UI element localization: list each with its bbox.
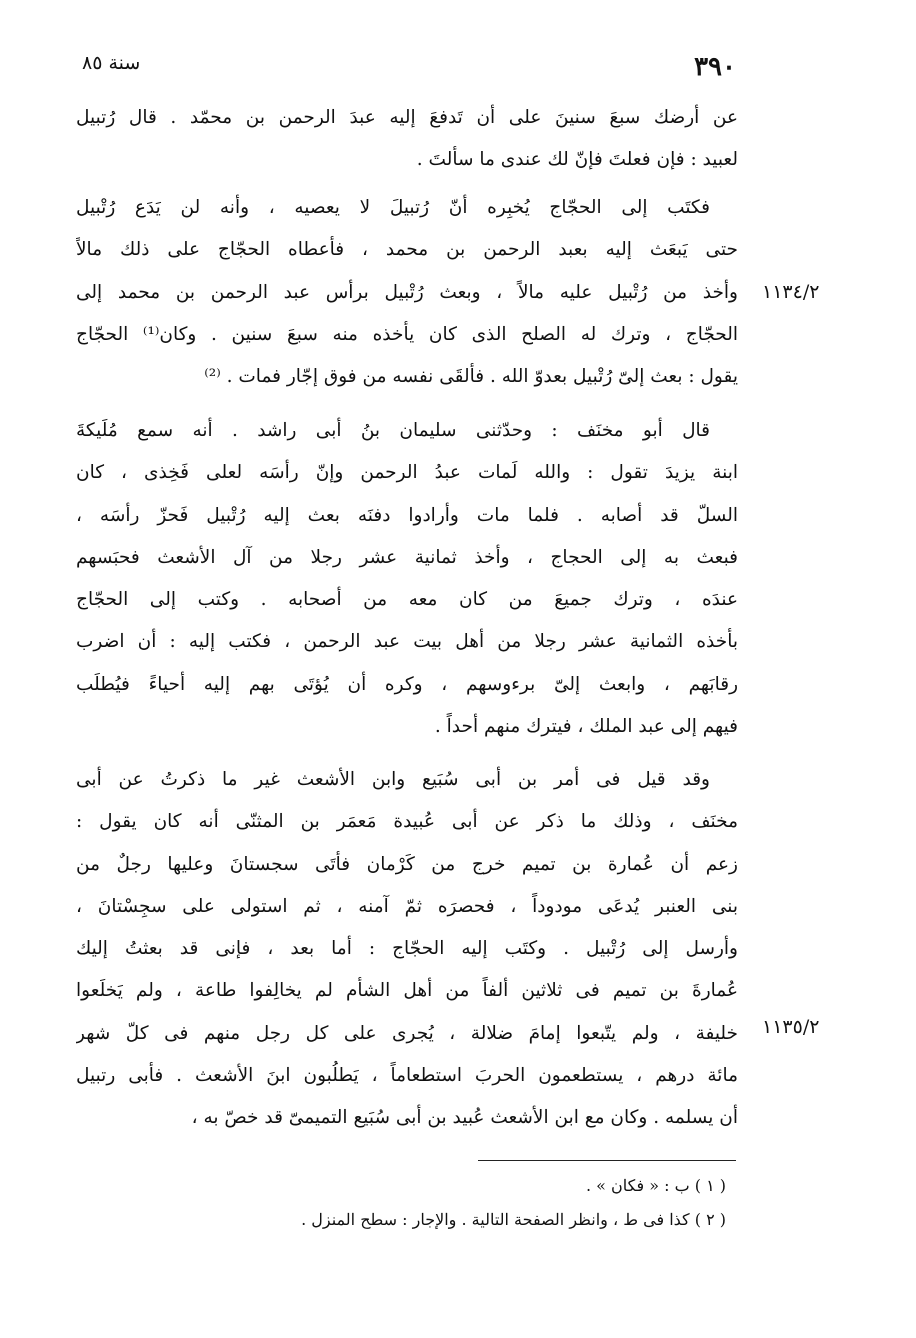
text-line: رقابَهم ، وابعث إلىّ برءوسهم ، وكره أن يُؤتَى بهم إليه أحياءً فيُطلَب xyxy=(76,673,738,695)
footnote-1: ( ١ ) ب : « فكان » . xyxy=(586,1176,726,1195)
margin-reference: ١١٣٤/٢ xyxy=(762,281,820,303)
text-line: حتى يَبعَث إليه بعبد الرحمن بن محمد ، فأعطاه الحجّاج على ذلك مالاً xyxy=(76,239,738,261)
text-line: ابنة يزيدَ تقول : والله لَمات عبدُ الرحمن وإنّ رأسَه لعلى فَخِذى ، كان xyxy=(76,462,738,484)
text-line: عندَه ، وترك جميعَ من كان معه من أصحابه . وكتب إلى الحجّاج xyxy=(76,589,738,611)
text-line: يقول : بعث إلىّ رُتْبيل بعدوّ الله . فألقَى نفسه من فوق إجّار فمات . ⁽²⁾ xyxy=(204,366,738,388)
paragraph-4 xyxy=(76,759,738,1140)
text-line: بأخذه الثمانية عشر رجلا من أهل بيت عبد الرحمن ، فكتب إليه : أن اضرب xyxy=(76,631,738,653)
text-line: فكتَب إلى الحجّاج يُخبِره أنّ رُتبيلَ لا يعصيه ، وأنه لن يَدَع رُتْبيل xyxy=(76,197,710,218)
text-line: زعم أن عُمارة بن تميم خرج من كَرْمان فأتَى سجستانَ وعليها رجلٌ من xyxy=(76,853,738,875)
text-line: قال أبو مخنَف : وحدّثنى سليمان بنُ أبى راشد . أنه سمع مُلَيكةَ xyxy=(76,420,710,441)
margin-reference: ١١٣٥/٢ xyxy=(762,1016,820,1038)
text-line: وأرسل إلى رُتْبيل . وكتَب إليه الحجّاج : أما بعد ، فإنى قد بعثتُ إليك xyxy=(76,938,738,960)
text-line: مخنَف ، وذلك ما ذكر عن أبى عُبيدة مَعمَر بن المثنّى أنه كان يقول : xyxy=(76,811,738,833)
text-line: أن يسلمه . وكان مع ابن الأشعث عُبيد بن أبى سُبَيع التميمىّ قد خصّ به ، xyxy=(191,1107,738,1129)
text-line: وقد قيل فى أمر بن أبى سُبَيع وابن الأشعث غير ما ذكرتُ عن أبى xyxy=(76,769,710,790)
text-line: بنى العنبر يُدعَى مودوداً ، فحصرَه ثمّ آمنه ، ثم استولى على سجِسْتانَ ، xyxy=(76,895,738,917)
text-line: فيهم إلى عبد الملك ، فيترك منهم أحداً . xyxy=(434,716,738,738)
text-line: السلّ قد أصابه . فلما مات وأرادوا دفنَه بعث إليه رُتْبيل فَحزّ رأسَه ، xyxy=(76,504,738,526)
paragraph-3 xyxy=(76,410,738,748)
text-line: وأخذ من رُتْبيل عليه مالاً ، وبعث رُتْبيل برأس عبد الرحمن بن محمد إلى xyxy=(76,281,738,303)
text-line: عُمارةَ بن تميم فى ثلاثين ألفاً من أهل الشأم لم يخالِفوا طاعة ، ولم يَخلَعوا xyxy=(76,980,738,1002)
page-number: ٣٩٠ xyxy=(694,52,736,82)
footnote-divider xyxy=(478,1160,736,1161)
text-line: فبعث به إلى الحجاج ، وأخذ ثمانية عشر رجلا من آل الأشعث فحبَسهم xyxy=(76,546,738,568)
paragraph-2 xyxy=(76,187,738,398)
paragraph-1 xyxy=(76,97,738,182)
running-header-year: سنة ٨٥ xyxy=(82,52,141,74)
text-line: الحجّاج ، وترك له الصلح الذى كان يأخذه منه سبعَ سنين . وكان⁽¹⁾ الحجّاج xyxy=(76,323,738,345)
text-line: عن أرضك سبعَ سنينَ على أن تَدفعَ إليه عبدَ الرحمن بن محمّد . قال رُتبيل xyxy=(76,107,738,128)
footnote-2: ( ٢ ) كذا فى ط ، وانظر الصفحة التالية . والإجار : سطح المنزل . xyxy=(301,1210,726,1229)
text-line: خليفة ، ولم يتّبعوا إمامَ ضلالة ، يُجرى على كل رجل منهم فى كلّ شهر xyxy=(76,1022,738,1044)
text-line: لعبيد : فإن فعلتَ فإنّ لك عندى ما سألتَ . xyxy=(416,149,738,171)
text-line: مائة درهم ، يستطعمون الحربَ استطعاماً ، يَطلُبون ابنَ الأشعث . فأبى رتبيل xyxy=(76,1065,738,1087)
